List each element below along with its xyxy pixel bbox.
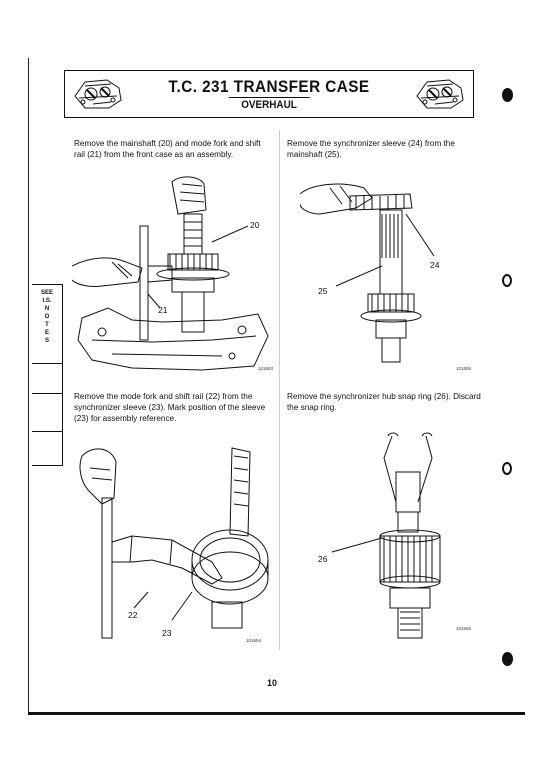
- page-frame-bottom: [28, 712, 525, 715]
- binder-hole-icon: [502, 652, 513, 666]
- transfer-case-logo-icon: [71, 74, 125, 112]
- transfer-case-logo-icon: [413, 74, 467, 112]
- callout-26: 26: [318, 554, 328, 564]
- page-subtitle: OVERHAUL: [229, 97, 310, 111]
- section-header: [64, 70, 474, 118]
- figure-mainshaft-removal: [72, 170, 272, 372]
- figure-snap-ring-removal: [300, 432, 490, 640]
- tab-divider: [32, 431, 62, 432]
- callout-24: 24: [430, 260, 440, 270]
- binder-hole-icon: [502, 462, 512, 475]
- figure-mode-fork-removal: [72, 442, 272, 642]
- step-2-text: Remove the synchronizer sleeve (24) from the mainshaft (25).: [287, 139, 455, 159]
- callout-23: 23: [162, 628, 172, 638]
- callout-22: 22: [128, 610, 138, 620]
- figure-number: 101654: [246, 638, 262, 643]
- binder-hole-icon: [502, 88, 513, 102]
- figure-number: 101655: [456, 366, 472, 371]
- side-notes-label: SEE I.S. N O T E S: [40, 290, 53, 344]
- callout-25: 25: [318, 286, 328, 296]
- figure-number: 101656: [456, 626, 472, 631]
- tab-divider: [32, 363, 62, 364]
- step-3-text: Remove the mode fork and shift rail (22) from the synchronizer sleeve (23). Mark position of the sleeve (23) for assembly reference.: [74, 392, 266, 423]
- page-title: T.C. 231 TRANSFER CASE: [168, 77, 370, 96]
- side-notes-tab: [32, 284, 63, 466]
- page-frame-left: [28, 58, 29, 714]
- figure-synchronizer-sleeve-removal: [300, 174, 490, 370]
- callout-20: 20: [250, 220, 260, 230]
- page-number: 10: [266, 678, 277, 688]
- tab-divider: [32, 393, 62, 394]
- step-1-text: Remove the mainshaft (20) and mode fork and shift rail (21) from the front case as an assembly.: [74, 139, 261, 159]
- column-divider: [279, 130, 280, 650]
- figure-number: 101653: [258, 366, 274, 371]
- step-4-text: Remove the synchronizer hub snap ring (26). Discard the snap ring.: [287, 392, 481, 412]
- callout-21: 21: [158, 305, 168, 315]
- binder-hole-icon: [502, 274, 512, 287]
